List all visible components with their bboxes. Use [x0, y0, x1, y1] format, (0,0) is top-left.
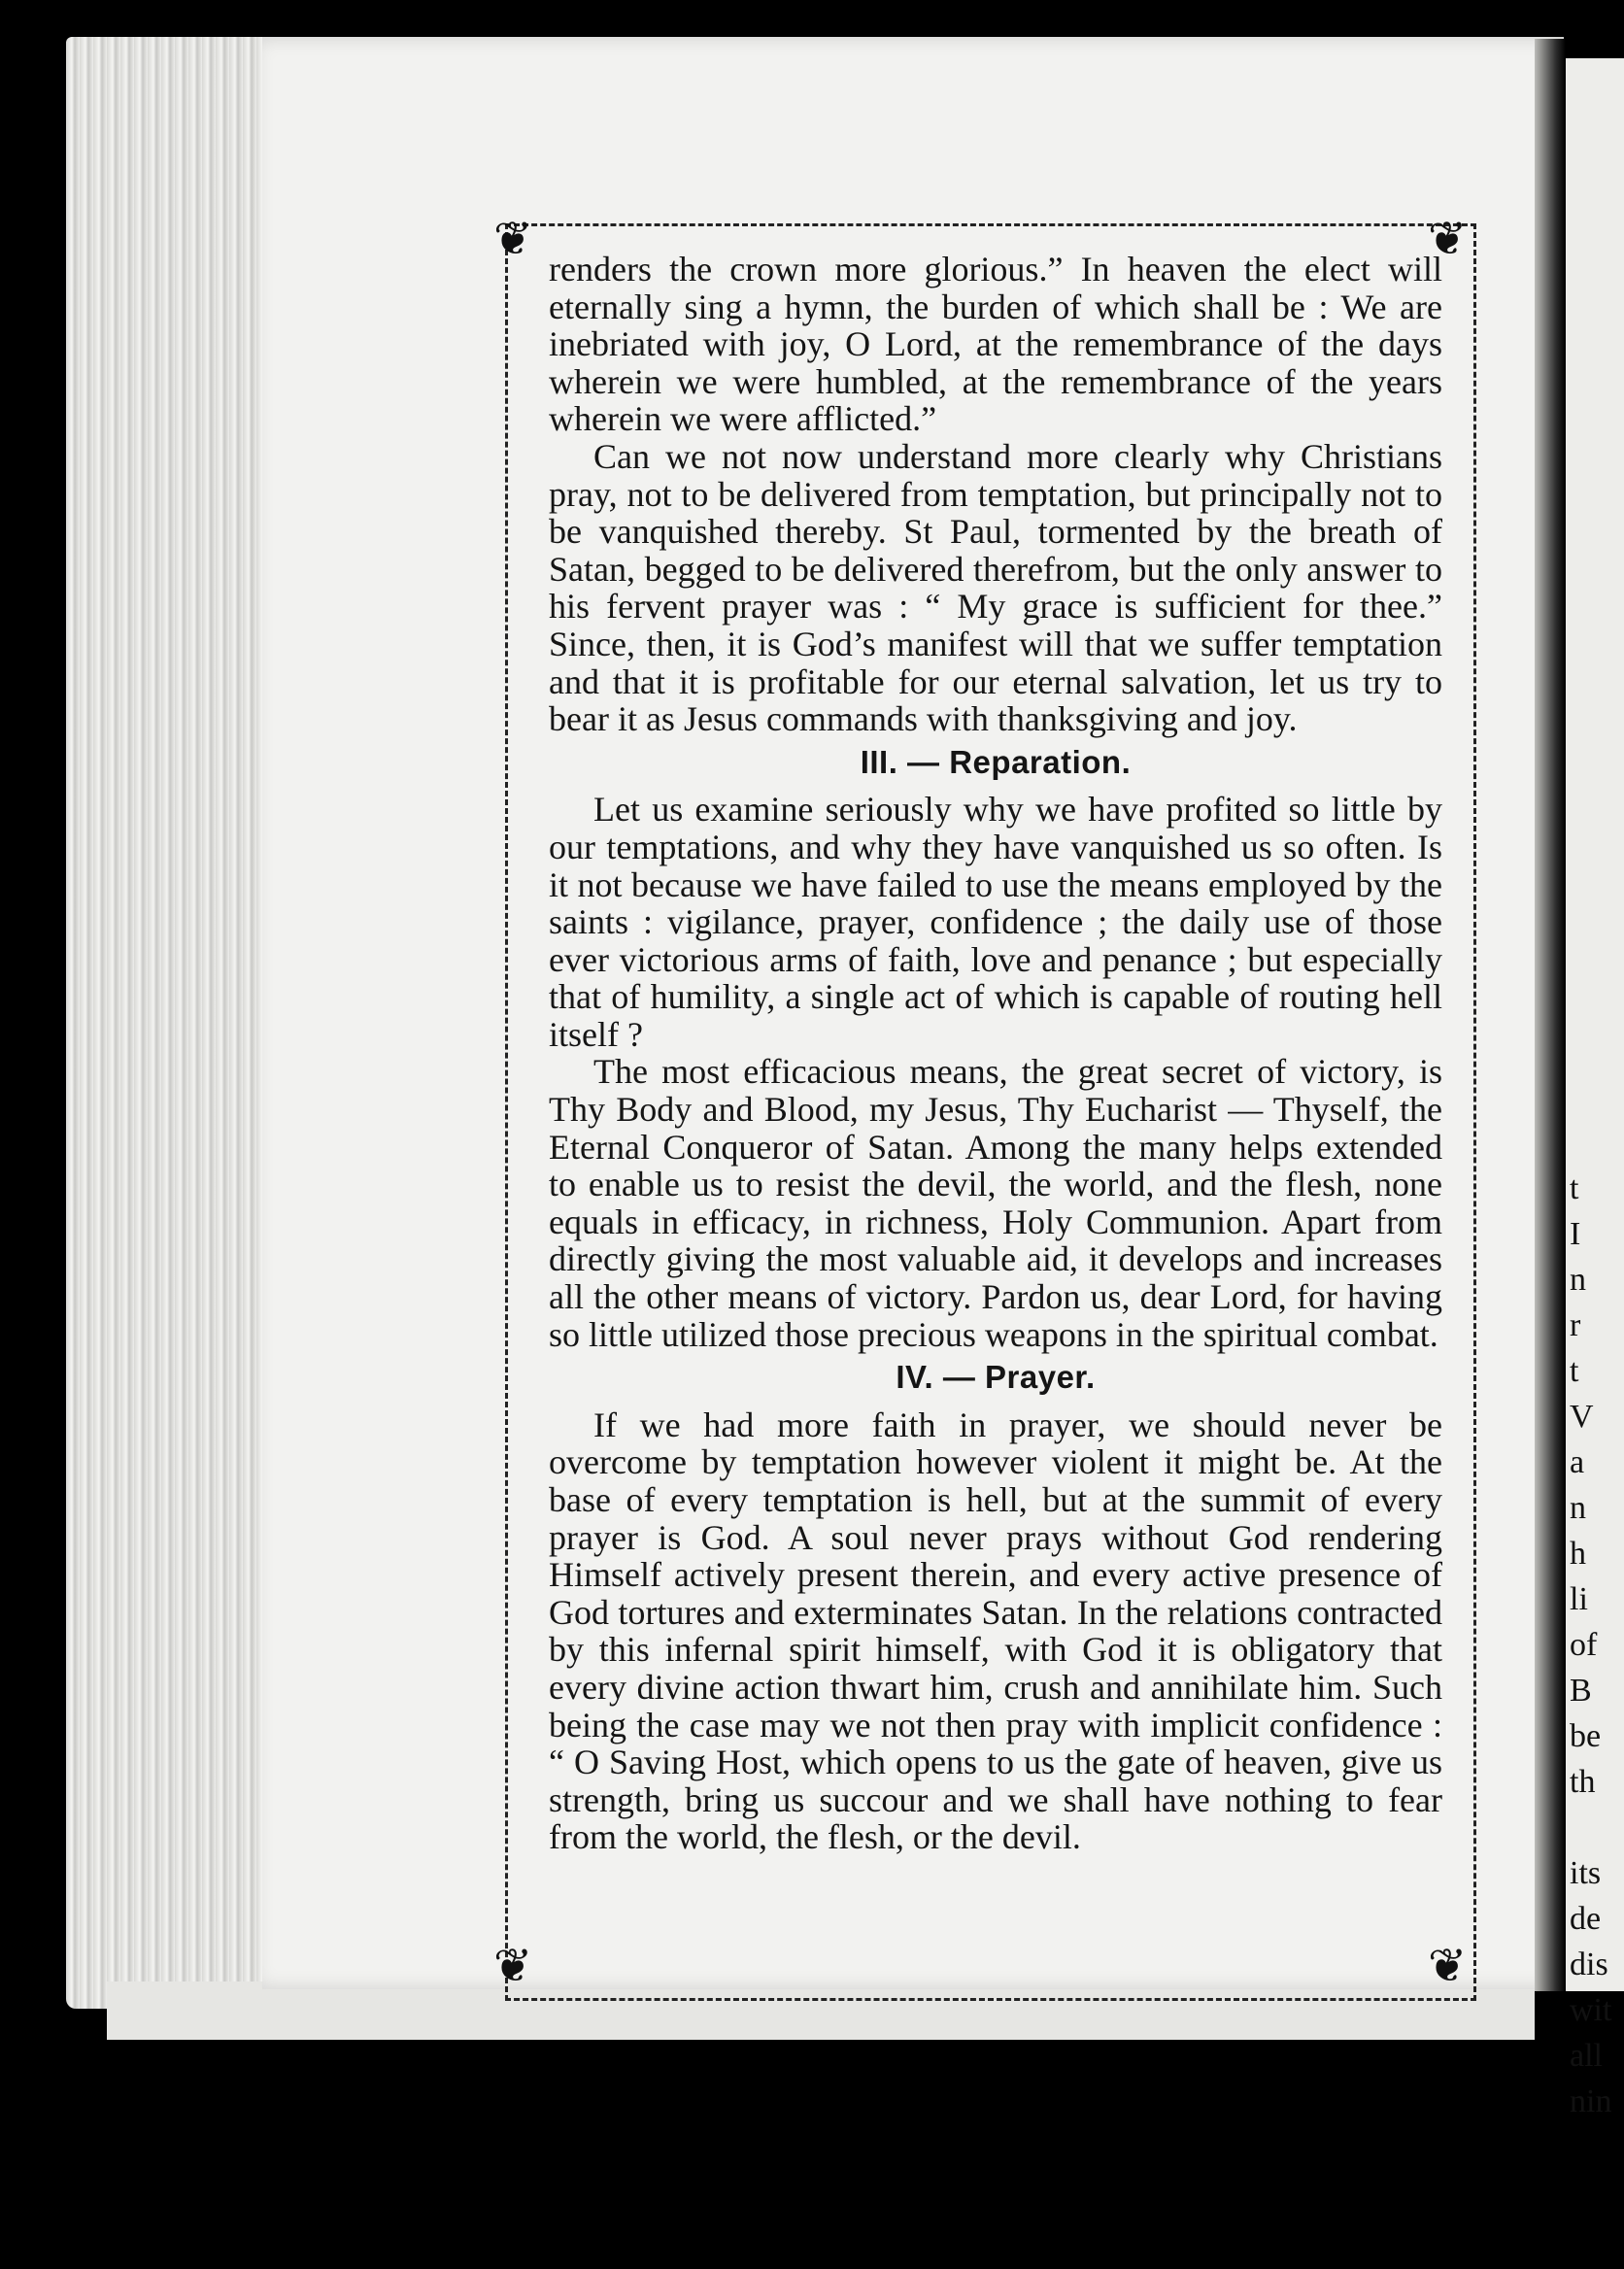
corner-ornament-icon: ❦ — [1428, 1939, 1468, 1993]
next-page-letter: a — [1570, 1444, 1585, 1480]
corner-ornament-icon: ❦ — [1428, 212, 1468, 266]
book-page-edges — [66, 37, 275, 2009]
next-page-letter: de — [1570, 1901, 1602, 1937]
next-page-letter: t — [1570, 1170, 1579, 1206]
next-page-letter: n — [1570, 1262, 1586, 1298]
next-page-letter: r — [1570, 1307, 1581, 1343]
next-page-letter: be — [1570, 1718, 1602, 1754]
next-page-letter: th — [1570, 1764, 1596, 1800]
paragraph: Let us examine seriously why we have profited so little by our temptations, and why they have vanquished us so often. Is it not because we have failed to use the means employed by the saints : vigilance, prayer, confidence ; the daily use of those ever victorious arms of faith, love and penance ; but especially that of humility, a single act of which is capable of routing hell itself ? — [549, 790, 1442, 1054]
next-page-letter: V — [1570, 1399, 1594, 1435]
next-page-letter: li — [1570, 1581, 1588, 1617]
next-page-fragment — [1566, 58, 1624, 2119]
paragraph: Can we not now understand more clearly why Christians pray, not to be delivered from temptation, but principally not to be vanquished thereby. St Paul, tormented by the breath of Satan, begged to be delivered therefrom, but the only answer to his fervent prayer was : “ My grace is sufficient for thee.” Since, then, it is God’s manifest will that we suffer temptation and that it is profitable for our eternal salvation, let us try to bear it as Jesus commands with thanksgiving and joy. — [549, 436, 1442, 739]
next-page-letter: its — [1570, 1855, 1602, 1891]
next-page-letter: h — [1570, 1536, 1586, 1572]
section-heading: III. — Reparation. — [860, 743, 1132, 780]
next-page-letter: n — [1570, 1490, 1586, 1526]
next-page-letter: t — [1570, 1353, 1579, 1389]
page-text — [549, 251, 1442, 1856]
next-page-letter: I — [1570, 1216, 1581, 1252]
paragraph: If we had more faith in prayer, we should never be overcome by temptation however violent it might be. At the base of every temptation is hell, but at the summit of every prayer is God. A soul never prays without God rendering Himself actively present therein, and every active presence of God tortures and exterminates Satan. In the relations contracted by this infernal spirit himself, with God it is obligatory that every divine action thwart him, crush and annihilate him. Such being the case may we not then pray with implicit confidence : “ O Saving Host, which opens to us the gate of heaven, give us strength, bring us succour and we shall have nothing to fear from the world, the flesh, or the devil. — [549, 1405, 1442, 1857]
corner-ornament-icon: ❦ — [493, 212, 533, 266]
binding-shadow — [1535, 39, 1566, 1991]
corner-ornament-icon: ❦ — [493, 1939, 533, 1993]
paragraph: renders the crown more glorious.” In heaven the elect will eternally sing a hymn, the burden of which shall be : We are inebriated with joy, O Lord, at the remembrance of the days wherein we were humbled, at the remembrance of the years wherein we were afflicted.” — [549, 250, 1442, 439]
next-page-letter: all — [1570, 2038, 1603, 2074]
paragraph: The most efficacious means, the great secret of victory, is Thy Body and Blood, my Jesus, Thy Eucharist — Thyself, the Eternal Conqueror of Satan. Among the many helps extended to enable us to resist the devil, the world, and the flesh, none equals in efficacy, in richness, Holy Communion. Apart from directly giving the most valuable aid, it develops and increases all the other means of victory. Pardon us, dear Lord, for having so little utilized those precious weapons in the spiritual combat. — [549, 1052, 1442, 1354]
next-page-letter: wit — [1570, 1992, 1612, 2028]
next-page-letter — [1570, 1805, 1624, 1850]
next-page-letter: of — [1570, 1627, 1598, 1663]
section-heading: IV. — Prayer. — [896, 1359, 1096, 1396]
next-page-letter: dis — [1570, 1947, 1608, 1982]
next-page-letter: B — [1570, 1673, 1592, 1709]
next-page-letter: nin — [1570, 2083, 1612, 2119]
